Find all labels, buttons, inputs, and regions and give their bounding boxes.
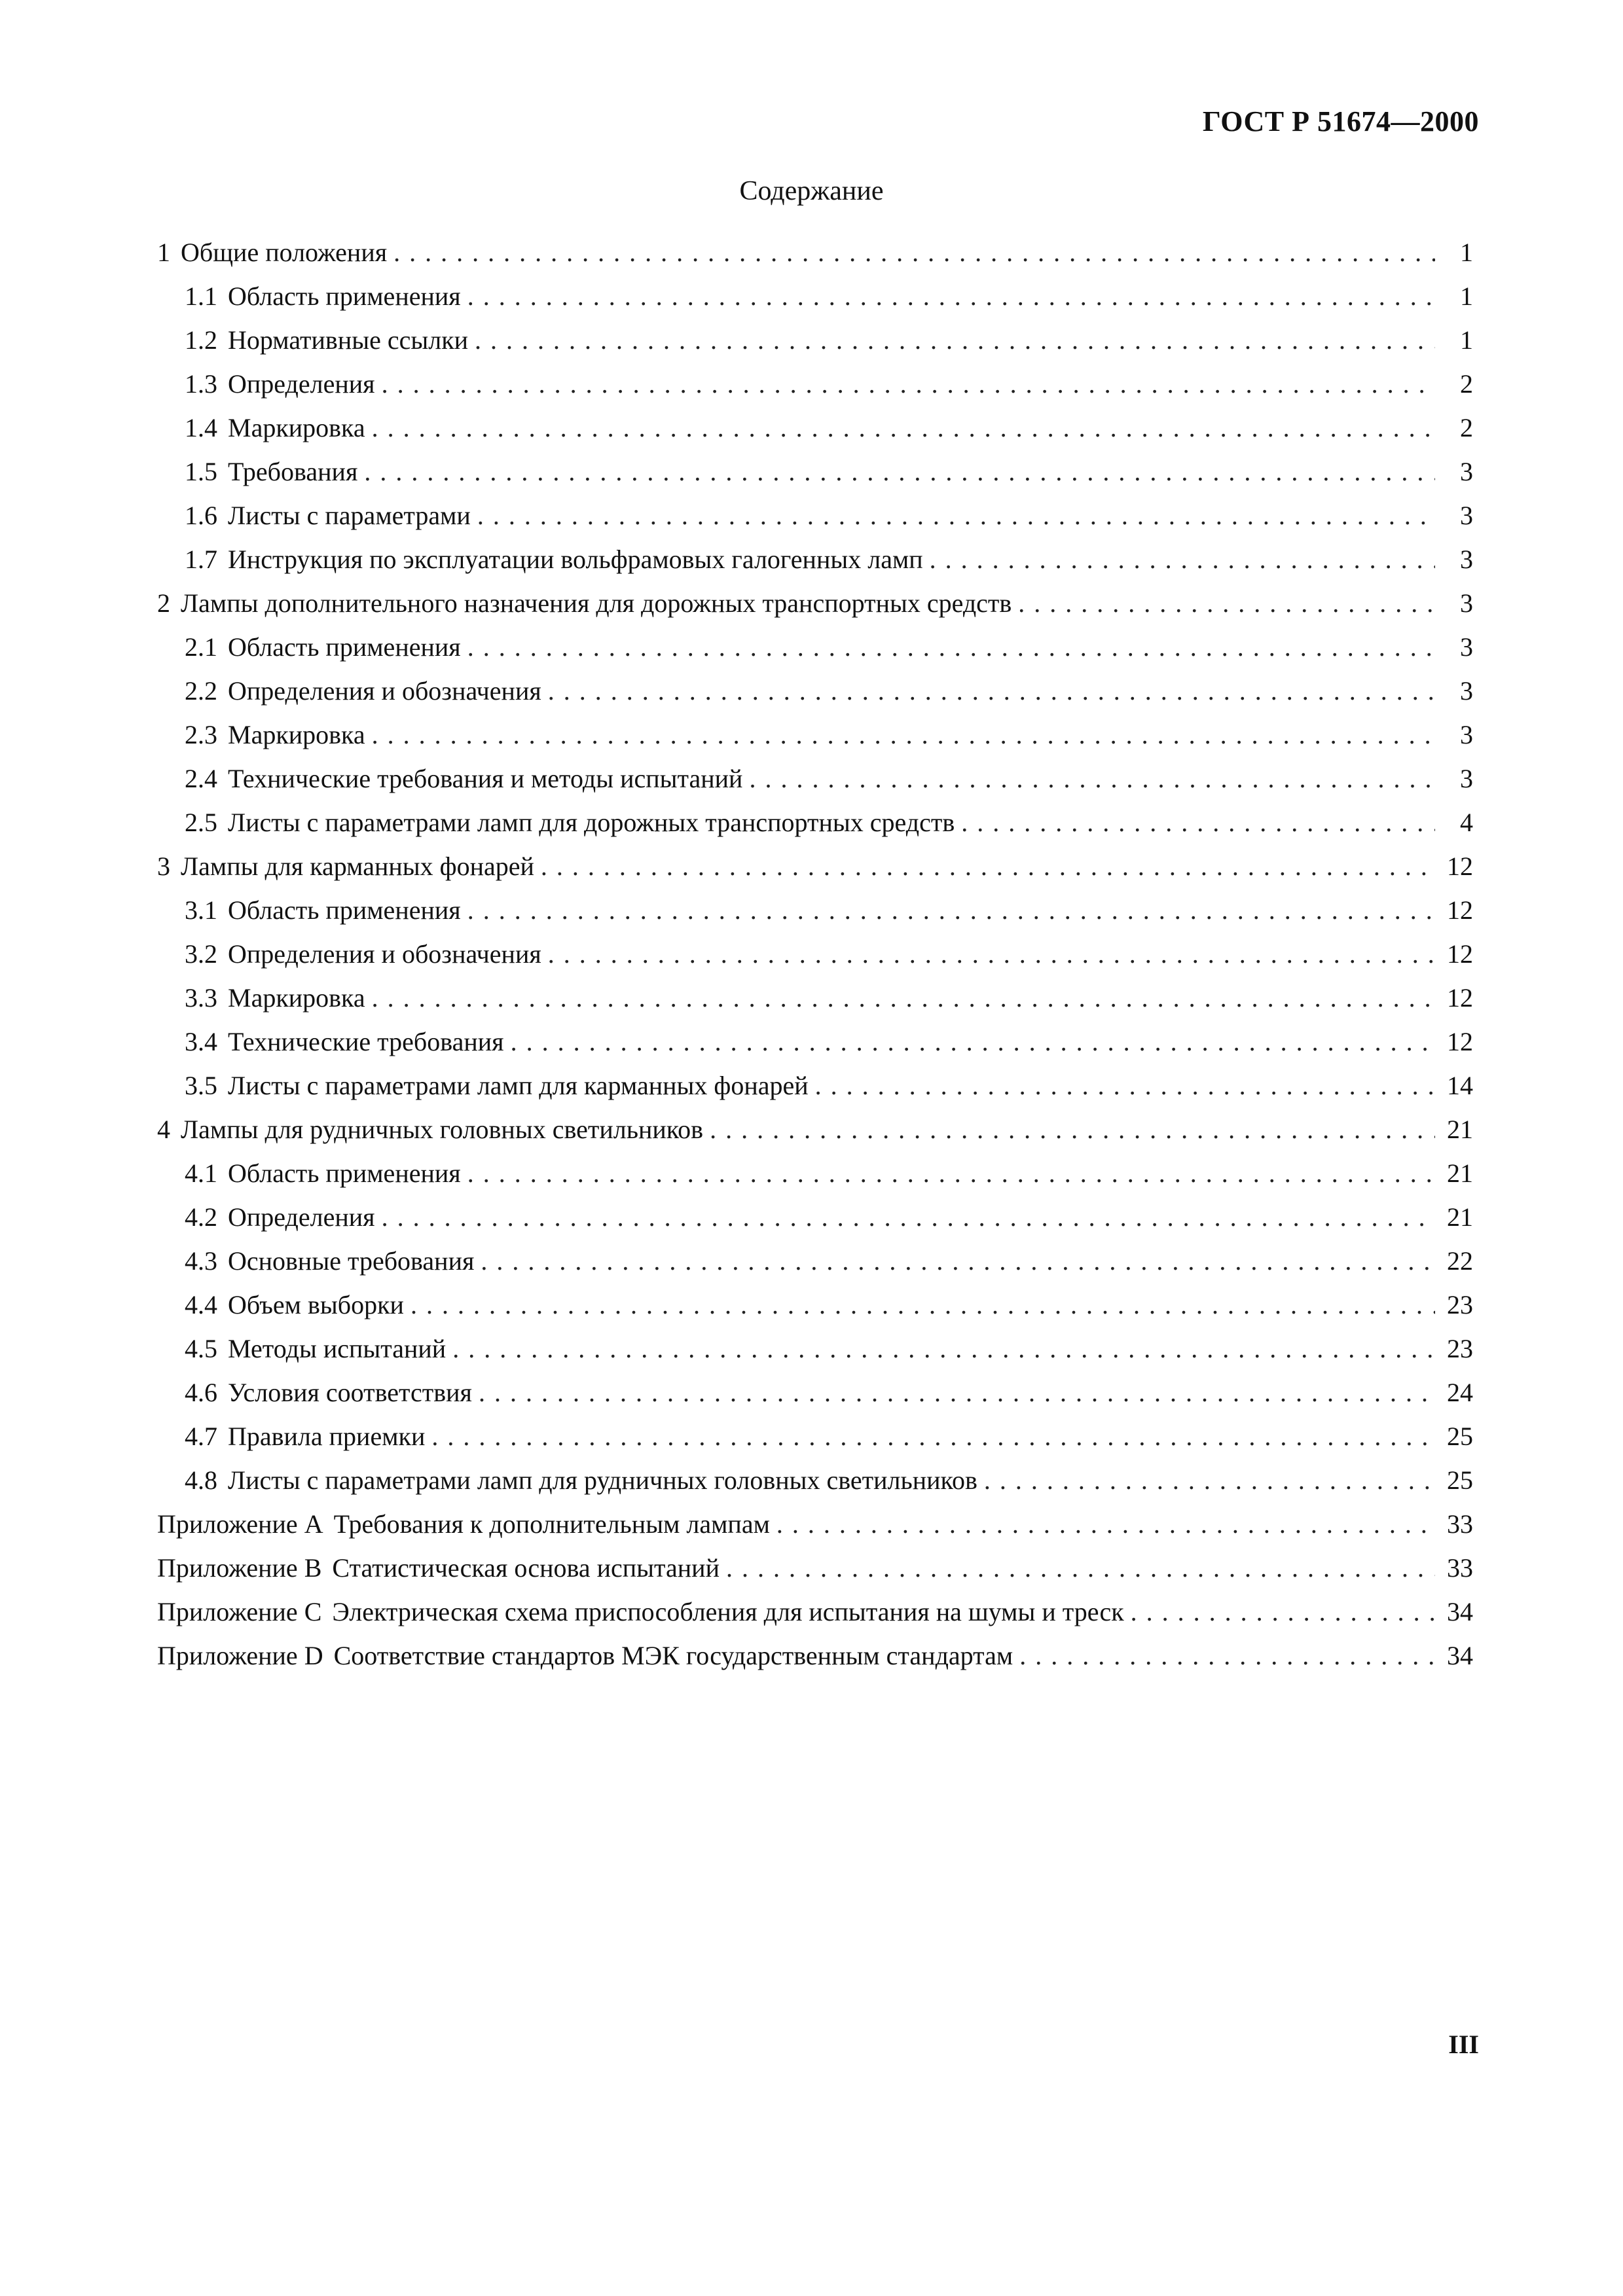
toc-entry-number: 1 <box>157 238 170 267</box>
document-code: ГОСТ Р 51674—2000 <box>1202 105 1479 137</box>
toc-entry-page: 12 <box>1447 895 1473 925</box>
toc-entry-title: Определения и обозначения <box>228 676 541 706</box>
toc-entry[interactable] <box>157 719 1473 763</box>
toc-leader-dots <box>1131 1596 1435 1627</box>
toc-entry-page: 4 <box>1460 808 1473 837</box>
toc-leader-dots <box>467 281 1435 312</box>
toc-entry-title: Требования к дополнительным лампам <box>333 1509 770 1539</box>
toc-entry-page: 3 <box>1460 676 1473 706</box>
toc-entry-number: 2.3 <box>185 720 217 749</box>
toc-leader-dots <box>467 632 1435 662</box>
toc-entry[interactable] <box>157 1070 1473 1114</box>
toc-entry-title: Электрическая схема приспособления для испытания на шумы и треск <box>332 1597 1124 1626</box>
toc-entry-page: 1 <box>1460 281 1473 311</box>
toc-leader-dots <box>1019 1640 1435 1671</box>
toc-entry[interactable] <box>157 456 1473 500</box>
toc-entry-number: 3.5 <box>185 1071 217 1100</box>
toc-leader-dots <box>961 807 1435 838</box>
toc-entry-title: Маркировка <box>228 983 365 1013</box>
toc-entry[interactable] <box>157 763 1473 807</box>
toc-entry-title: Соответствие стандартов МЭК государственным стандартам <box>333 1641 1013 1670</box>
toc-entry-number: 2 <box>157 588 170 618</box>
toc-entry[interactable] <box>157 588 1473 632</box>
toc-entry-number: 1.3 <box>185 369 217 399</box>
toc-entry-number: Приложение D <box>157 1641 323 1670</box>
toc-entry-title: Область применения <box>228 895 461 925</box>
toc-leader-dots <box>452 1333 1435 1364</box>
toc-leader-dots <box>372 719 1435 750</box>
toc-entry-page: 3 <box>1460 457 1473 486</box>
toc-entry[interactable] <box>157 544 1473 588</box>
toc-entry-title: Определения и обозначения <box>228 939 541 969</box>
toc-leader-dots <box>984 1465 1435 1496</box>
toc-entry[interactable] <box>157 1596 1473 1640</box>
toc-entry[interactable] <box>157 632 1473 675</box>
toc-entry-title: Технические требования и методы испытаний <box>228 764 743 793</box>
toc-entry-page: 14 <box>1447 1071 1473 1100</box>
toc-entry-title: Общие положения <box>181 238 388 267</box>
toc-entry-page: 33 <box>1447 1509 1473 1539</box>
toc-leader-dots <box>372 412 1435 443</box>
toc-entry-number: 1.7 <box>185 545 217 574</box>
toc-leader-dots <box>477 500 1435 531</box>
toc-entry[interactable] <box>157 1289 1473 1333</box>
toc-entry-page: 33 <box>1447 1553 1473 1583</box>
toc-entry-title: Определения <box>228 369 375 399</box>
toc-entry-number: 1.5 <box>185 457 217 486</box>
toc-entry-title: Лампы дополнительного назначения для дорожных транспортных средств <box>181 588 1012 618</box>
toc-entry-page: 22 <box>1447 1246 1473 1276</box>
toc-leader-dots <box>467 895 1435 925</box>
toc-leader-dots <box>481 1246 1435 1276</box>
toc-entry-title: Требования <box>228 457 358 486</box>
toc-entry-number: 2.4 <box>185 764 217 793</box>
toc-entry-number: 4.6 <box>185 1378 217 1407</box>
toc-entry-number: 4.2 <box>185 1202 217 1232</box>
toc-entry-page: 34 <box>1447 1597 1473 1626</box>
toc-entry-number: 2.2 <box>185 676 217 706</box>
toc-entry[interactable] <box>157 1465 1473 1509</box>
toc-entry-page: 3 <box>1460 764 1473 793</box>
toc-entry-title: Нормативные ссылки <box>228 325 469 355</box>
toc-entry[interactable] <box>157 325 1473 368</box>
toc-entry-title: Область применения <box>228 281 461 311</box>
toc-entry[interactable] <box>157 807 1473 851</box>
toc-entry-page: 1 <box>1460 325 1473 355</box>
toc-leader-dots <box>479 1377 1435 1408</box>
toc-entry-page: 23 <box>1447 1334 1473 1363</box>
toc-leader-dots <box>815 1070 1435 1101</box>
toc-leader-dots <box>410 1289 1435 1320</box>
toc-entry-page: 34 <box>1447 1641 1473 1670</box>
toc-entry-page: 3 <box>1460 720 1473 749</box>
toc-leader-dots <box>930 544 1435 575</box>
toc-entry-page: 1 <box>1460 238 1473 267</box>
table-of-contents <box>157 237 1473 1684</box>
toc-entry-page: 12 <box>1447 939 1473 969</box>
toc-entry-title: Область применения <box>228 632 461 662</box>
toc-leader-dots <box>511 1026 1435 1057</box>
toc-entry-title: Технические требования <box>228 1027 504 1056</box>
toc-entry-number: 4.4 <box>185 1290 217 1319</box>
toc-entry-title: Маркировка <box>228 720 365 749</box>
toc-leader-dots <box>382 1202 1435 1232</box>
toc-entry[interactable] <box>157 895 1473 939</box>
toc-entry-page: 21 <box>1447 1115 1473 1144</box>
toc-entry-number: 4 <box>157 1115 170 1144</box>
toc-entry-title: Листы с параметрами ламп для рудничных головных светильников <box>228 1465 977 1495</box>
toc-entry-number: 1.6 <box>185 501 217 530</box>
toc-entry[interactable] <box>157 939 1473 982</box>
toc-leader-dots <box>548 939 1435 969</box>
toc-entry[interactable] <box>157 281 1473 325</box>
toc-leader-dots <box>1018 588 1435 619</box>
toc-entry[interactable] <box>157 1552 1473 1596</box>
toc-entry[interactable] <box>157 1026 1473 1070</box>
toc-entry-number: 3.3 <box>185 983 217 1013</box>
toc-entry-number: 4.5 <box>185 1334 217 1363</box>
toc-entry-title: Определения <box>228 1202 375 1232</box>
toc-entry-page: 24 <box>1447 1378 1473 1407</box>
toc-leader-dots <box>776 1509 1435 1539</box>
toc-entry-number: 3.4 <box>185 1027 217 1056</box>
toc-leader-dots <box>548 675 1435 706</box>
toc-leader-dots <box>749 763 1435 794</box>
toc-entry-number: 1.4 <box>185 413 217 442</box>
toc-entry-page: 3 <box>1460 588 1473 618</box>
toc-entry[interactable] <box>157 1202 1473 1246</box>
toc-entry[interactable] <box>157 500 1473 544</box>
toc-entry-number: 4.8 <box>185 1465 217 1495</box>
toc-entry-page: 2 <box>1460 413 1473 442</box>
toc-entry-page: 3 <box>1460 545 1473 574</box>
toc-entry-title: Статистическая основа испытаний <box>332 1553 720 1583</box>
toc-entry-title: Листы с параметрами <box>228 501 471 530</box>
toc-entry-page: 23 <box>1447 1290 1473 1319</box>
toc-entry-page: 25 <box>1447 1422 1473 1451</box>
toc-entry-title: Инструкция по эксплуатации вольфрамовых галогенных ламп <box>228 545 923 574</box>
toc-entry-page: 25 <box>1447 1465 1473 1495</box>
toc-entry-title: Правила приемки <box>228 1422 426 1451</box>
toc-entry-page: 3 <box>1460 632 1473 662</box>
toc-entry-number: Приложение В <box>157 1553 322 1583</box>
toc-entry[interactable] <box>157 1114 1473 1158</box>
toc-leader-dots <box>364 456 1435 487</box>
toc-entry-title: Листы с параметрами ламп для карманных фонарей <box>228 1071 809 1100</box>
toc-entry-page: 12 <box>1447 852 1473 881</box>
toc-entry[interactable] <box>157 1509 1473 1552</box>
toc-leader-dots <box>393 237 1435 268</box>
toc-leader-dots <box>382 368 1435 399</box>
toc-entry-title: Область применения <box>228 1158 461 1188</box>
toc-leader-dots <box>541 851 1435 882</box>
toc-leader-dots <box>475 325 1435 355</box>
toc-entry-number: 1.1 <box>185 281 217 311</box>
toc-title: Содержание <box>739 176 884 206</box>
toc-entry-title: Маркировка <box>228 413 365 442</box>
toc-entry-page: 12 <box>1447 983 1473 1013</box>
toc-entry-title: Лампы для карманных фонарей <box>181 852 534 881</box>
toc-entry[interactable] <box>157 982 1473 1026</box>
page-number: III <box>1448 2030 1479 2059</box>
toc-entry[interactable] <box>157 675 1473 719</box>
toc-leader-dots <box>710 1114 1435 1145</box>
toc-leader-dots <box>726 1552 1435 1583</box>
toc-entry-number: 3.1 <box>185 895 217 925</box>
toc-entry-number: 2.1 <box>185 632 217 662</box>
toc-entry-title: Условия соответствия <box>228 1378 472 1407</box>
toc-leader-dots <box>467 1158 1435 1189</box>
toc-entry-number: Приложение А <box>157 1509 323 1539</box>
toc-entry[interactable] <box>157 1377 1473 1421</box>
toc-entry-page: 12 <box>1447 1027 1473 1056</box>
toc-entry[interactable] <box>157 851 1473 895</box>
toc-entry[interactable] <box>157 1333 1473 1377</box>
toc-leader-dots <box>372 982 1435 1013</box>
toc-entry-title: Лампы для рудничных головных светильников <box>181 1115 704 1144</box>
toc-leader-dots <box>431 1421 1435 1452</box>
toc-entry-page: 21 <box>1447 1158 1473 1188</box>
toc-entry-number: Приложение С <box>157 1597 322 1626</box>
toc-entry-number: 3.2 <box>185 939 217 969</box>
toc-entry-number: 4.7 <box>185 1422 217 1451</box>
toc-entry[interactable] <box>157 368 1473 412</box>
toc-entry[interactable] <box>157 412 1473 456</box>
toc-entry[interactable] <box>157 1640 1473 1684</box>
toc-entry-number: 4.3 <box>185 1246 217 1276</box>
toc-entry-title: Объем выборки <box>228 1290 404 1319</box>
toc-entry-page: 2 <box>1460 369 1473 399</box>
toc-entry-number: 1.2 <box>185 325 217 355</box>
toc-entry-page: 3 <box>1460 501 1473 530</box>
toc-entry-page: 21 <box>1447 1202 1473 1232</box>
toc-entry[interactable] <box>157 1421 1473 1465</box>
toc-entry-title: Листы с параметрами ламп для дорожных транспортных средств <box>228 808 955 837</box>
toc-entry[interactable] <box>157 1246 1473 1289</box>
toc-entry-number: 2.5 <box>185 808 217 837</box>
toc-entry-number: 4.1 <box>185 1158 217 1188</box>
toc-entry-title: Основные требования <box>228 1246 475 1276</box>
toc-entry-title: Методы испытаний <box>228 1334 447 1363</box>
toc-entry-number: 3 <box>157 852 170 881</box>
toc-entry[interactable] <box>157 237 1473 281</box>
toc-entry[interactable] <box>157 1158 1473 1202</box>
